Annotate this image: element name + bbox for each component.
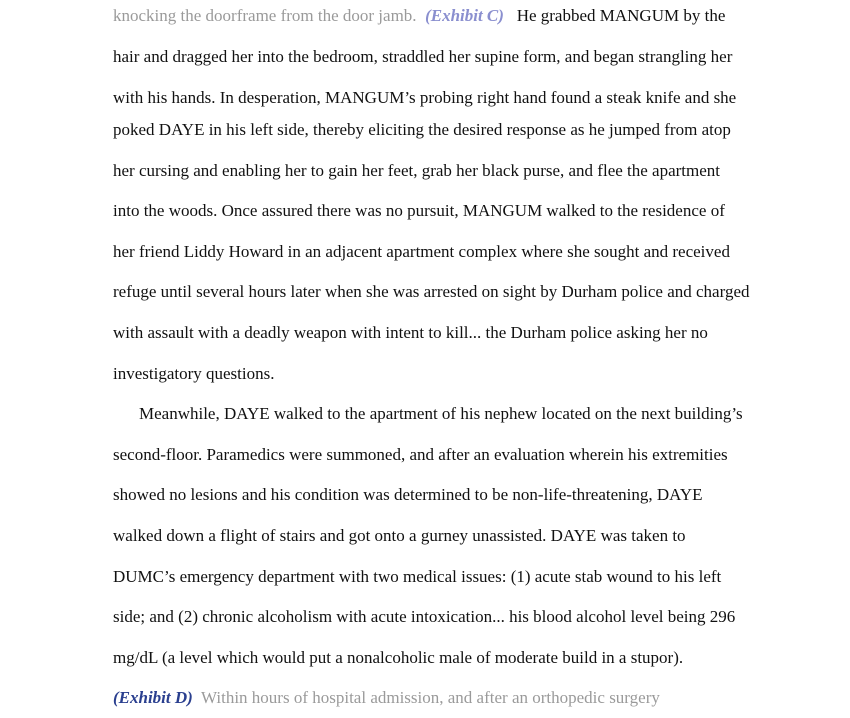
faded-text: knocking the doorframe from the door jamb. bbox=[113, 6, 417, 25]
text-line: refuge until several hours later when she was arrested on sight by Durham police and charged bbox=[113, 282, 750, 301]
text-line: with his hands. In desperation, MANGUM’s probing right hand found a steak knife and she bbox=[113, 88, 737, 107]
text-line: mg/dL (a level which would put a nonalcoholic male of moderate build in a stupor). bbox=[113, 648, 684, 667]
text-line: walked down a flight of stairs and got onto a gurney unassisted. DAYE was taken to bbox=[113, 526, 686, 545]
text-line bbox=[113, 688, 660, 708]
exhibit-d-link[interactable]: (Exhibit D) bbox=[113, 688, 193, 707]
text-line: DUMC’s emergency department with two medical issues: (1) acute stab wound to his left bbox=[113, 567, 722, 586]
text-line: poked DAYE in his left side, thereby eliciting the desired response as he jumped from atop bbox=[113, 120, 731, 139]
text-line: side; and (2) chronic alcoholism with acute intoxication... his blood alcohol level being 296 bbox=[113, 607, 736, 626]
text-line: Meanwhile, DAYE walked to the apartment of his nephew located on the next building’s bbox=[139, 404, 743, 423]
text-line: into the woods. Once assured there was no pursuit, MANGUM walked to the residence of bbox=[113, 201, 725, 220]
text-line: showed no lesions and his condition was determined to be non-life-threatening, DAYE bbox=[113, 485, 703, 504]
text-line: with assault with a deadly weapon with intent to kill... the Durham police asking her no bbox=[113, 323, 708, 342]
faded-text: Within hours of hospital admission, and after an orthopedic surgery bbox=[201, 688, 660, 707]
text-line: her cursing and enabling her to gain her feet, grab her black purse, and flee the apartment bbox=[113, 161, 721, 180]
text-line: hair and dragged her into the bedroom, straddled her supine form, and began strangling her bbox=[113, 47, 733, 66]
text: He grabbed MANGUM by the bbox=[516, 6, 726, 25]
text-line: investigatory questions. bbox=[113, 364, 275, 383]
text-line bbox=[113, 6, 725, 26]
text-line: second-floor. Paramedics were summoned, and after an evaluation wherein his extremities bbox=[113, 445, 728, 464]
text-line: her friend Liddy Howard in an adjacent apartment complex where she sought and received bbox=[113, 242, 730, 261]
exhibit-c-link[interactable]: (Exhibit C) bbox=[425, 6, 504, 25]
